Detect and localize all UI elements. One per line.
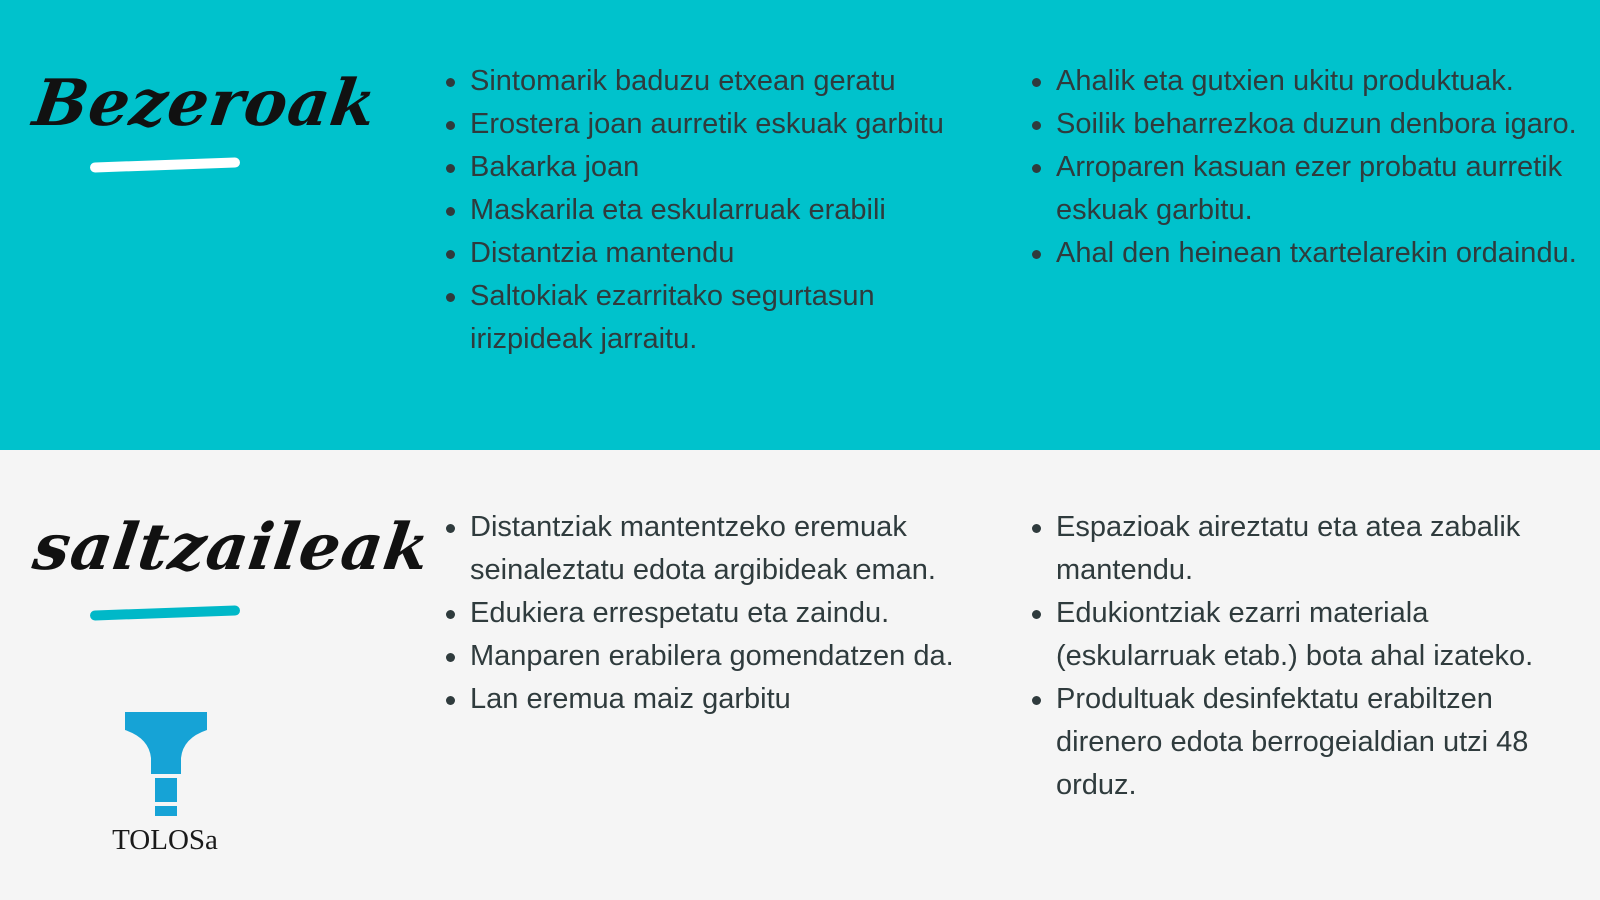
customers-list-item: Sintomarik baduzu etxean geratu xyxy=(444,60,1004,103)
customers-list-item: Distantzia mantendu xyxy=(444,232,1004,275)
sellers-list-item: Edukiontziak ezarri materiala (eskularruak etab.) bota ahal izateko. xyxy=(1030,592,1590,678)
sellers-heading: saltzaileak xyxy=(28,510,435,585)
tolosa-logo-icon xyxy=(125,712,207,820)
customers-list-item: Saltokiak ezarritako segurtasun irizpideak jarraitu. xyxy=(444,275,1004,361)
customers-list-left xyxy=(444,60,1004,361)
sellers-section xyxy=(0,450,1600,900)
customers-list-item: Soilik beharrezkoa duzun denbora igaro. xyxy=(1030,103,1590,146)
customers-list-right xyxy=(1030,60,1590,275)
sellers-list-right xyxy=(1030,506,1590,807)
customers-heading: Bezeroak xyxy=(28,66,382,141)
sellers-list-left xyxy=(444,506,1004,721)
sellers-list-item: Distantziak mantentzeko eremuak seinaleztatu edota argibideak eman. xyxy=(444,506,1004,592)
sellers-list-item: Espazioak aireztatu eta atea zabalik mantendu. xyxy=(1030,506,1590,592)
sellers-brush-underline xyxy=(90,605,240,620)
tolosa-logo xyxy=(110,712,220,862)
sellers-list-item: Produltuak desinfektatu erabiltzen direnero edota berrogeialdian utzi 48 orduz. xyxy=(1030,678,1590,807)
sellers-list-item: Manparen erabilera gomendatzen da. xyxy=(444,635,1004,678)
customers-list-item: Ahal den heinean txartelarekin ordaindu. xyxy=(1030,232,1590,275)
customers-list-item: Arroparen kasuan ezer probatu aurretik eskuak garbitu. xyxy=(1030,146,1590,232)
tolosa-logo-text: TOLOSa xyxy=(112,824,218,856)
customers-list-item: Bakarka joan xyxy=(444,146,1004,189)
customers-list-item: Ahalik eta gutxien ukitu produktuak. xyxy=(1030,60,1590,103)
sellers-list-item: Lan eremua maiz garbitu xyxy=(444,678,1004,721)
customers-brush-underline xyxy=(90,157,240,172)
sellers-list-item: Edukiera errespetatu eta zaindu. xyxy=(444,592,1004,635)
customers-list-item: Maskarila eta eskularruak erabili xyxy=(444,189,1004,232)
customers-list-item: Erostera joan aurretik eskuak garbitu xyxy=(444,103,1004,146)
